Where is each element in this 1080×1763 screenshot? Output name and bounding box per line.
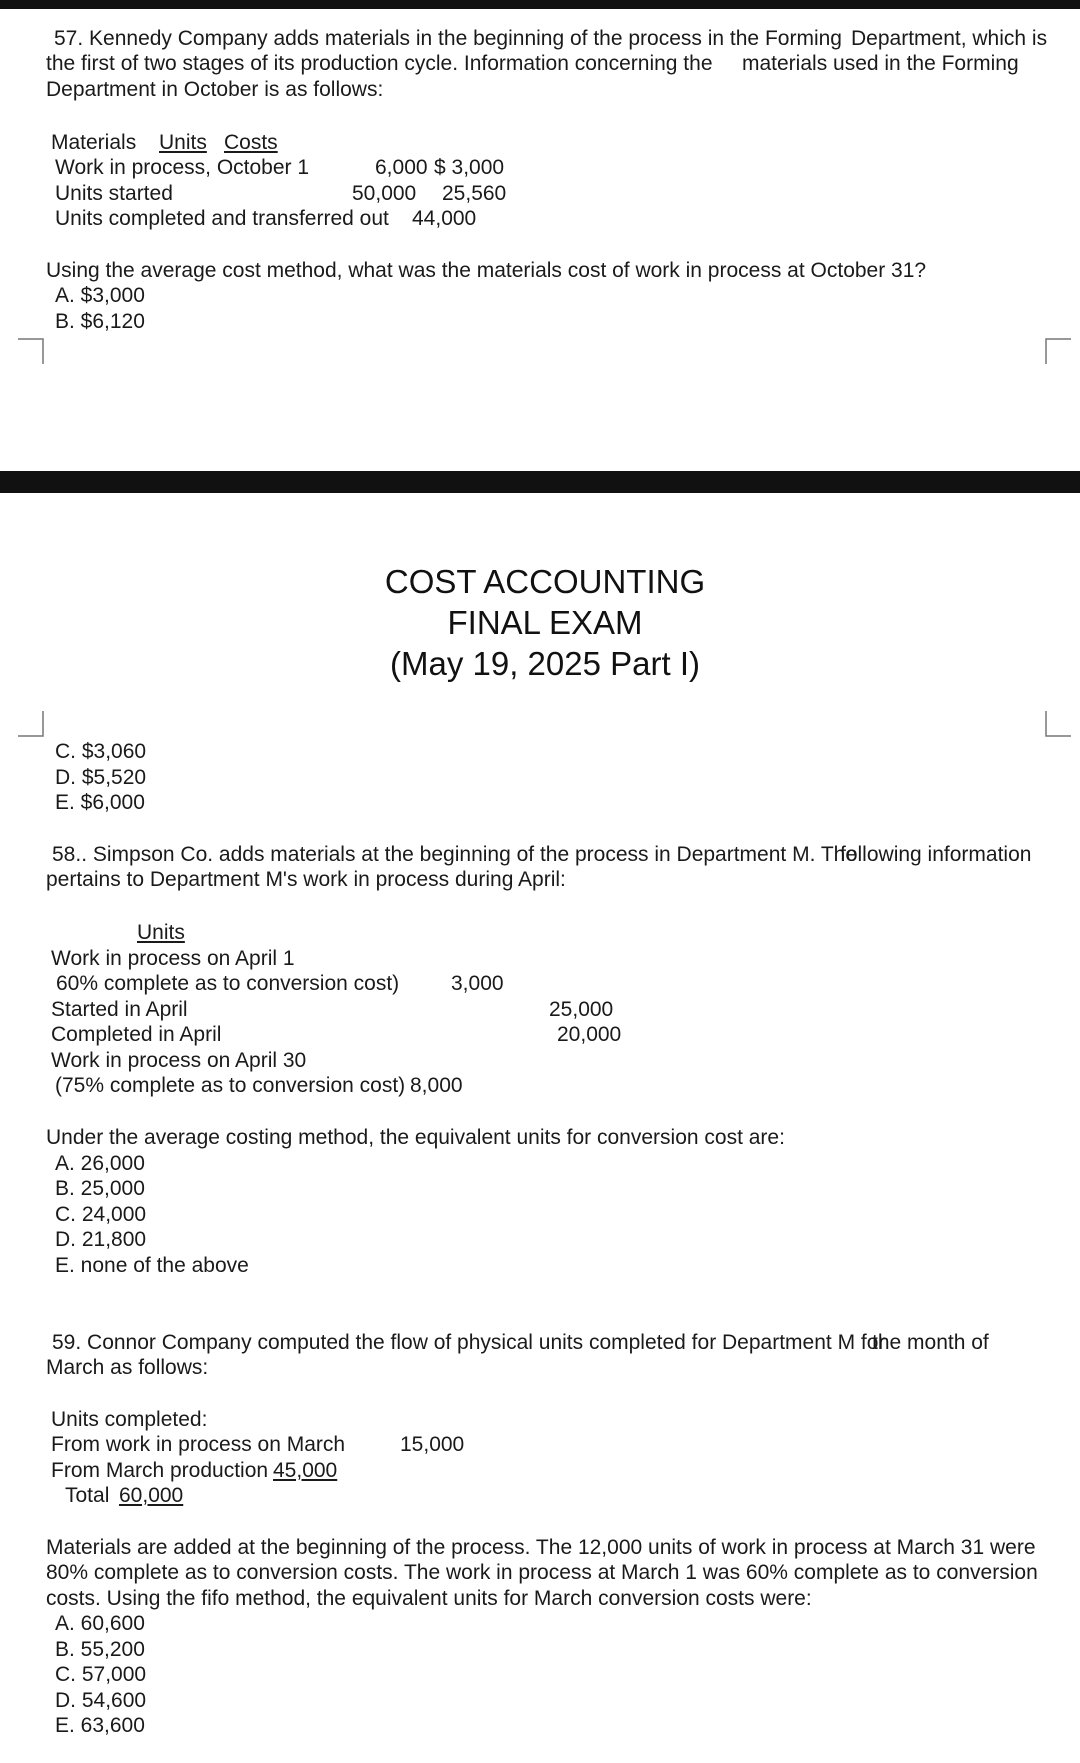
q59-line2: March as follows: [46,1356,209,1379]
corner-mark-icon [18,711,44,737]
q58-line1a: 58.. Simpson Co. adds materials at the beginning of the process in Department M. The [52,843,858,866]
q58-option-b: B. 25,000 [55,1177,145,1200]
q57-option-c: C. $3,060 [55,740,147,763]
q57-row1-cost: $ 3,000 [434,156,505,179]
q58-row6-value: 8,000 [410,1074,463,1097]
q58-option-e: E. none of the above [55,1254,249,1277]
q57-row3-label: Units completed and transferred out [55,207,389,230]
q59-option-a: A. 60,600 [55,1612,145,1635]
q59-line1b: the month of [872,1331,989,1354]
q58-header-units: Units [137,921,185,944]
q57-row3-units: 44,000 [412,207,477,230]
q58-option-a: A. 26,000 [55,1152,145,1175]
q58-row4-value: 20,000 [557,1023,622,1046]
q57-line3: Department in October is as follows: [46,78,384,101]
exam-title-line1: COST ACCOUNTING [384,563,706,600]
q57-line2b: materials used in the Forming [742,52,1019,75]
q58-row2: 60% complete as to conversion cost) [56,972,400,995]
q59-option-c: C. 57,000 [55,1663,147,1686]
exam-title-line3: (May 19, 2025 Part I) [390,645,700,682]
q57-row1-units: 6,000 [375,156,428,179]
q57-option-d: D. $5,520 [55,766,147,789]
q58-row3-value: 25,000 [549,998,614,1021]
q58-option-c: C. 24,000 [55,1203,147,1226]
q58-row1: Work in process on April 1 [51,947,295,970]
corner-mark-icon [1045,338,1071,364]
q59-row1-value: 15,000 [400,1433,465,1456]
q57-option-a: A. $3,000 [55,284,145,307]
q59-line1a: 59. Connor Company computed the flow of physical units completed for Department M for [52,1331,886,1354]
q57-row1-label: Work in process, October 1 [55,156,310,179]
q59-row3: Total [65,1484,110,1507]
corner-mark-icon [18,338,44,364]
q57-row2-units: 50,000 [352,182,417,205]
q59-option-d: D. 54,600 [55,1689,147,1712]
q59-para-line3: costs. Using the fifo method, the equivalent units for March conversion costs were: [46,1587,812,1610]
q57-header-units: Units [159,131,207,154]
q59-option-e: E. 63,600 [55,1714,145,1737]
q59-row1: From work in process on March [51,1433,346,1456]
q57-question: Using the average cost method, what was the materials cost of work in process at October 31? [46,259,927,282]
q57-line1b: Department, which is [851,27,1048,50]
q59-para-line2: 80% complete as to conversion costs. The work in process at March 1 was 60% complete as to conversion [46,1561,1038,1584]
q58-row4: Completed in April [51,1023,222,1046]
corner-mark-icon [1045,711,1071,737]
q58-question: Under the average costing method, the equivalent units for conversion cost are: [46,1126,785,1149]
q59-row3-value: 60,000 [119,1484,184,1507]
q58-line1b: following information [840,843,1032,866]
q58-line2: pertains to Department M's work in process during April: [46,868,566,891]
q59-row2-value: 45,000 [273,1459,338,1482]
q58-row2-value: 3,000 [451,972,504,995]
exam-title-line2: FINAL EXAM [447,604,643,641]
q57-header-materials: Materials [51,131,137,154]
q59-header: Units completed: [51,1408,208,1431]
q59-option-b: B. 55,200 [55,1638,145,1661]
q57-option-e: E. $6,000 [55,791,145,814]
q57-line2a: the first of two stages of its production cycle. Information concerning the [46,52,713,75]
q59-row2: From March production [51,1459,269,1482]
q57-row2-cost: 25,560 [442,182,507,205]
q57-line1a: 57. Kennedy Company adds materials in the beginning of the process in the Forming [54,27,842,50]
q58-option-d: D. 21,800 [55,1228,147,1251]
page-break-bar [0,471,1080,493]
top-divider-bar [0,0,1080,9]
q59-para-line1: Materials are added at the beginning of the process. The 12,000 units of work in process at March 31 were [46,1536,1036,1559]
q57-row2-label: Units started [55,182,173,205]
q57-option-b: B. $6,120 [55,310,145,333]
q58-row3: Started in April [51,998,188,1021]
q58-row6: (75% complete as to conversion cost) [55,1074,406,1097]
q58-row5: Work in process on April 30 [51,1049,307,1072]
q57-header-costs: Costs [224,131,278,154]
